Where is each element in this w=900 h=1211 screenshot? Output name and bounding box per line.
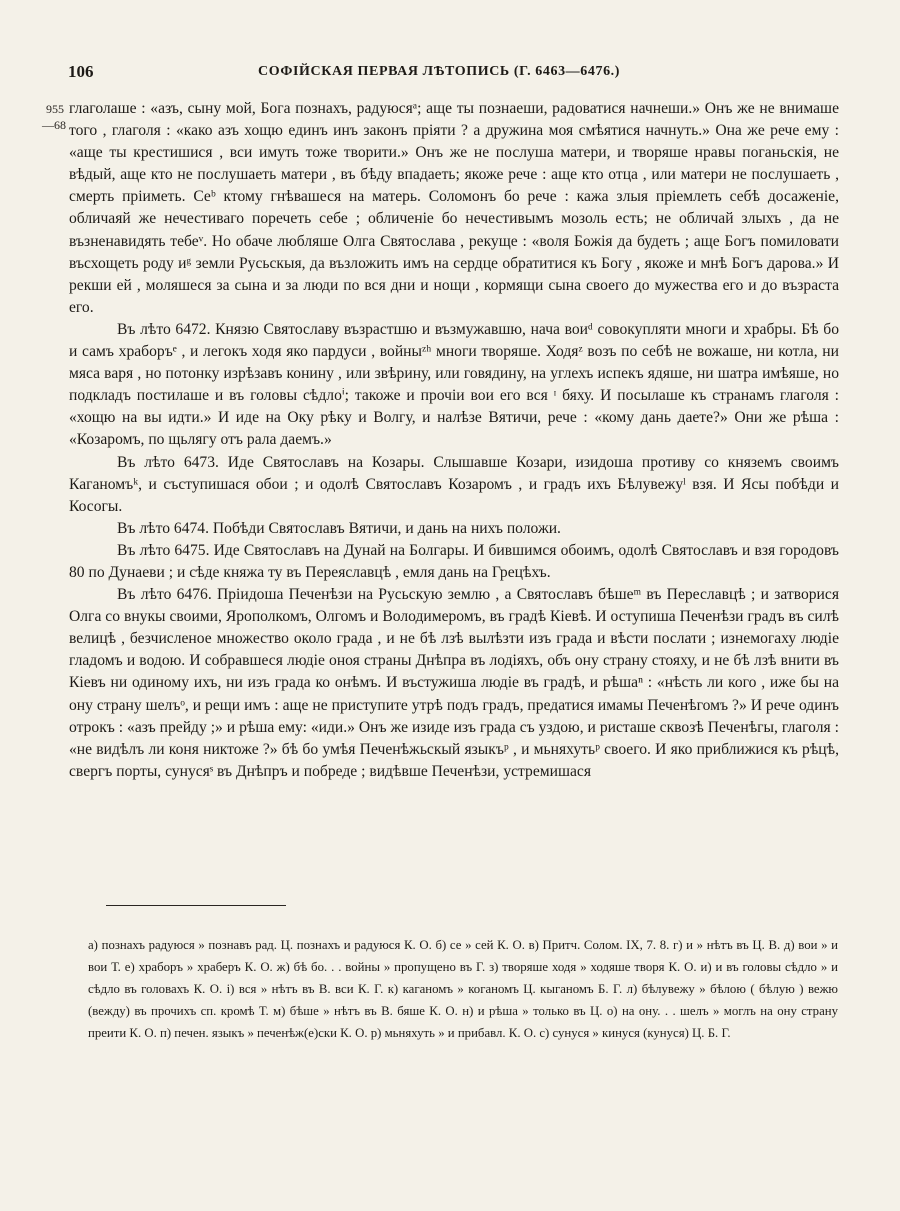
- paragraph-6474: Въ лѣто 6474. Побѣди Святославъ Вятичи, и дань на нихъ положи.: [117, 519, 561, 537]
- margin-year-start: 955: [46, 102, 64, 116]
- paragraph-6472: Въ лѣто 6472. Князю Святославу възрастшю и възмужавшю, нача воиᵈ совокупляти многи и храбры. Бѣ бо и самъ храборъᵉ , и легокъ ходя яко пардуси , войныᶻʰ многи творяше. Ходяᶻ возъ по себѣ не вожаше, ни котла, ни мяса варя , но потонку изрѣзавъ конину , или звѣрину, или говядину, на углехъ испекъ ядяше, ни шатра имѣяше, но подкладъ постилаше и въ головы сѣдлоⁱ; такоже и прочіи вои его вся ᶦ бяху. И посылаше къ странамъ глаголя : «хощю на вы идти.» И иде на Оку рѣку и Волгу, и налѣзе Вятичи, рече : «кому дань даете?» Они же рѣша : «Козаромъ, по щьлягу отъ рала даемъ.»: [69, 320, 839, 449]
- main-text: [69, 98, 839, 783]
- margin-year-end: —68: [42, 118, 66, 132]
- footnote-divider: [106, 905, 286, 906]
- paragraph-6475: Въ лѣто 6475. Иде Святославъ на Дунай на Болгары. И бившимся обоимъ, одолѣ Святославъ и взя городовъ 80 по Дунаеви ; и сѣде княжа ту въ Переяславцѣ , емля дань на Грецѣхъ.: [69, 541, 839, 581]
- footnotes: [88, 934, 838, 1044]
- running-head: СОФІЙСКАЯ ПЕРВАЯ ЛѢТОПИСЬ (Г. 6463—6476.): [258, 64, 621, 79]
- page-header: [68, 62, 838, 86]
- paragraph-6476: Въ лѣто 6476. Пріидоша Печенѣзи на Русьскую землю , а Святославъ бѣшеᵐ въ Переславцѣ ; и затворися Олга со внукы своими, Ярополкомъ, Олгомъ и Володимеромъ, въ градѣ Кіевѣ. И оступиша Печенѣзи градъ въ силѣ велицѣ , безчисленое множество около града , и не бѣ лзѣ вылѣзти изъ града и вѣсти послати ; изнемогаху людіе гладомъ и водою. И собравшеся людіе оноя страны Днѣпра въ лодіяхъ, объ ону страну стояху, и не бѣ лзѣ внити въ Кіевъ ни одиному ихъ, ни изъ града ко онѣмъ. И въстужиша людіе въ градѣ, и рѣшаⁿ : «нѣсть ли кого , иже бы на ону страну шелъᵒ, и рещи имъ : аще не приступите утрѣ подъ градъ, предатися имамы Печенѣгомъ ?» И рече одинъ отрокъ : «азъ прейду ;» и рѣша ему: «иди.» Онъ же изиде изъ града съ уздою, и ристаше сквозѣ Печенѣгы, глаголя : «не видѣлъ ли коня никтоже ?» бѣ бо умѣя Печенѣжьскый языкъᵖ , и мьняхутьᵖ своего. И яко приближися къ рѣцѣ, свергъ порты, сунусяˢ въ Днѣпръ и побреде ; видѣвше Печенѣзи, устремишася: [69, 586, 839, 780]
- paragraph-6473: Въ лѣто 6473. Иде Святославъ на Козары. Слышавше Козари, изидоша противу со княземъ своимъ Каганомъᵏ, и съступишася обои ; и одолѣ Святославъ Козаромъ , и градъ ихъ Бѣлувежуˡ взя. И Ясы побѣди и Косогы.: [69, 453, 839, 515]
- page-number: 106: [68, 62, 94, 81]
- paragraph-opening: глаголаше : «азъ, сыну мой, Бога познахъ, радуюсяᵃ; аще ты познаеши, радоватися начнеши.» Онъ же не внимаше того , глаголя : «како азъ хощю единъ инъ законъ пріяти ? а дружина моя смѣятися начнуть.» Она же рече ему : «аще ты крестишися , вси имуть тоже творити.» Онъ же не послуша матери, и творяше нравы поганьскія, не вѣдый, аще кто не послушаеть матери , въ бѣду впадаеть; якоже рече : аще кто отца , или матери не послушаеть , смерть пріиметь. Сеᵇ ктому гнѣвашеся на матерь. Соломонъ бо рече : кажа злыя пріемлеть себѣ досаженіе, обличаяй же нечестиваго поречеть себе ; обличеніе бо нечестивымъ мозоль есть; не обличай злыхъ , да не възненавидять тебеᵛ. Но обаче любляше Олга Святослава , рекуще : «воля Божія да будеть ; аще Богъ помиловати въсхощеть роду иᵍ земли Русьскыя, да възложить имъ на сердце обратитися къ Богу , якоже и мнѣ Богъ дарова.» И рекши ей , моляшеся за сына и за люди по вся дни и нощи , кормящи сына своего до мужества его и до възраста его.: [69, 100, 839, 316]
- footnote-block: а) познахъ радуюся » познавъ рад. Ц. познахъ и радуюся К. О. б) се » сей К. О. в) Притч. Солом. IX, 7. 8. г) и » нѣтъ въ Ц. В. д) вои » и вои Т. е) храборъ » храберъ К. О. ж) бѣ бо. . . войны » пропущено въ Г. з) творяше ходя » ходяше творя К. О. и) и въ головы сѣдло » и сѣдло въ головахъ К. О. і) вся » нѣтъ въ В. вси К. Г. к) каганомъ » коганомъ Ц. кыганомъ Б. Г. л) бѣлувежу » бѣлою ( бѣлую ) вежю (вежду) въ прочихъ сп. кромѣ Т. м) бѣше » нѣтъ въ В. бяше К. О. н) и рѣша » только въ Ц. о) на ону. . . шелъ » моглъ на ону страну преити К. О. п) печен. языкъ » печенѣж(е)ски К. О. р) мьняхуть » и прибавл. К. О. с) сунуся » кинуся (кунуся) Ц. Б. Г.: [88, 938, 838, 1040]
